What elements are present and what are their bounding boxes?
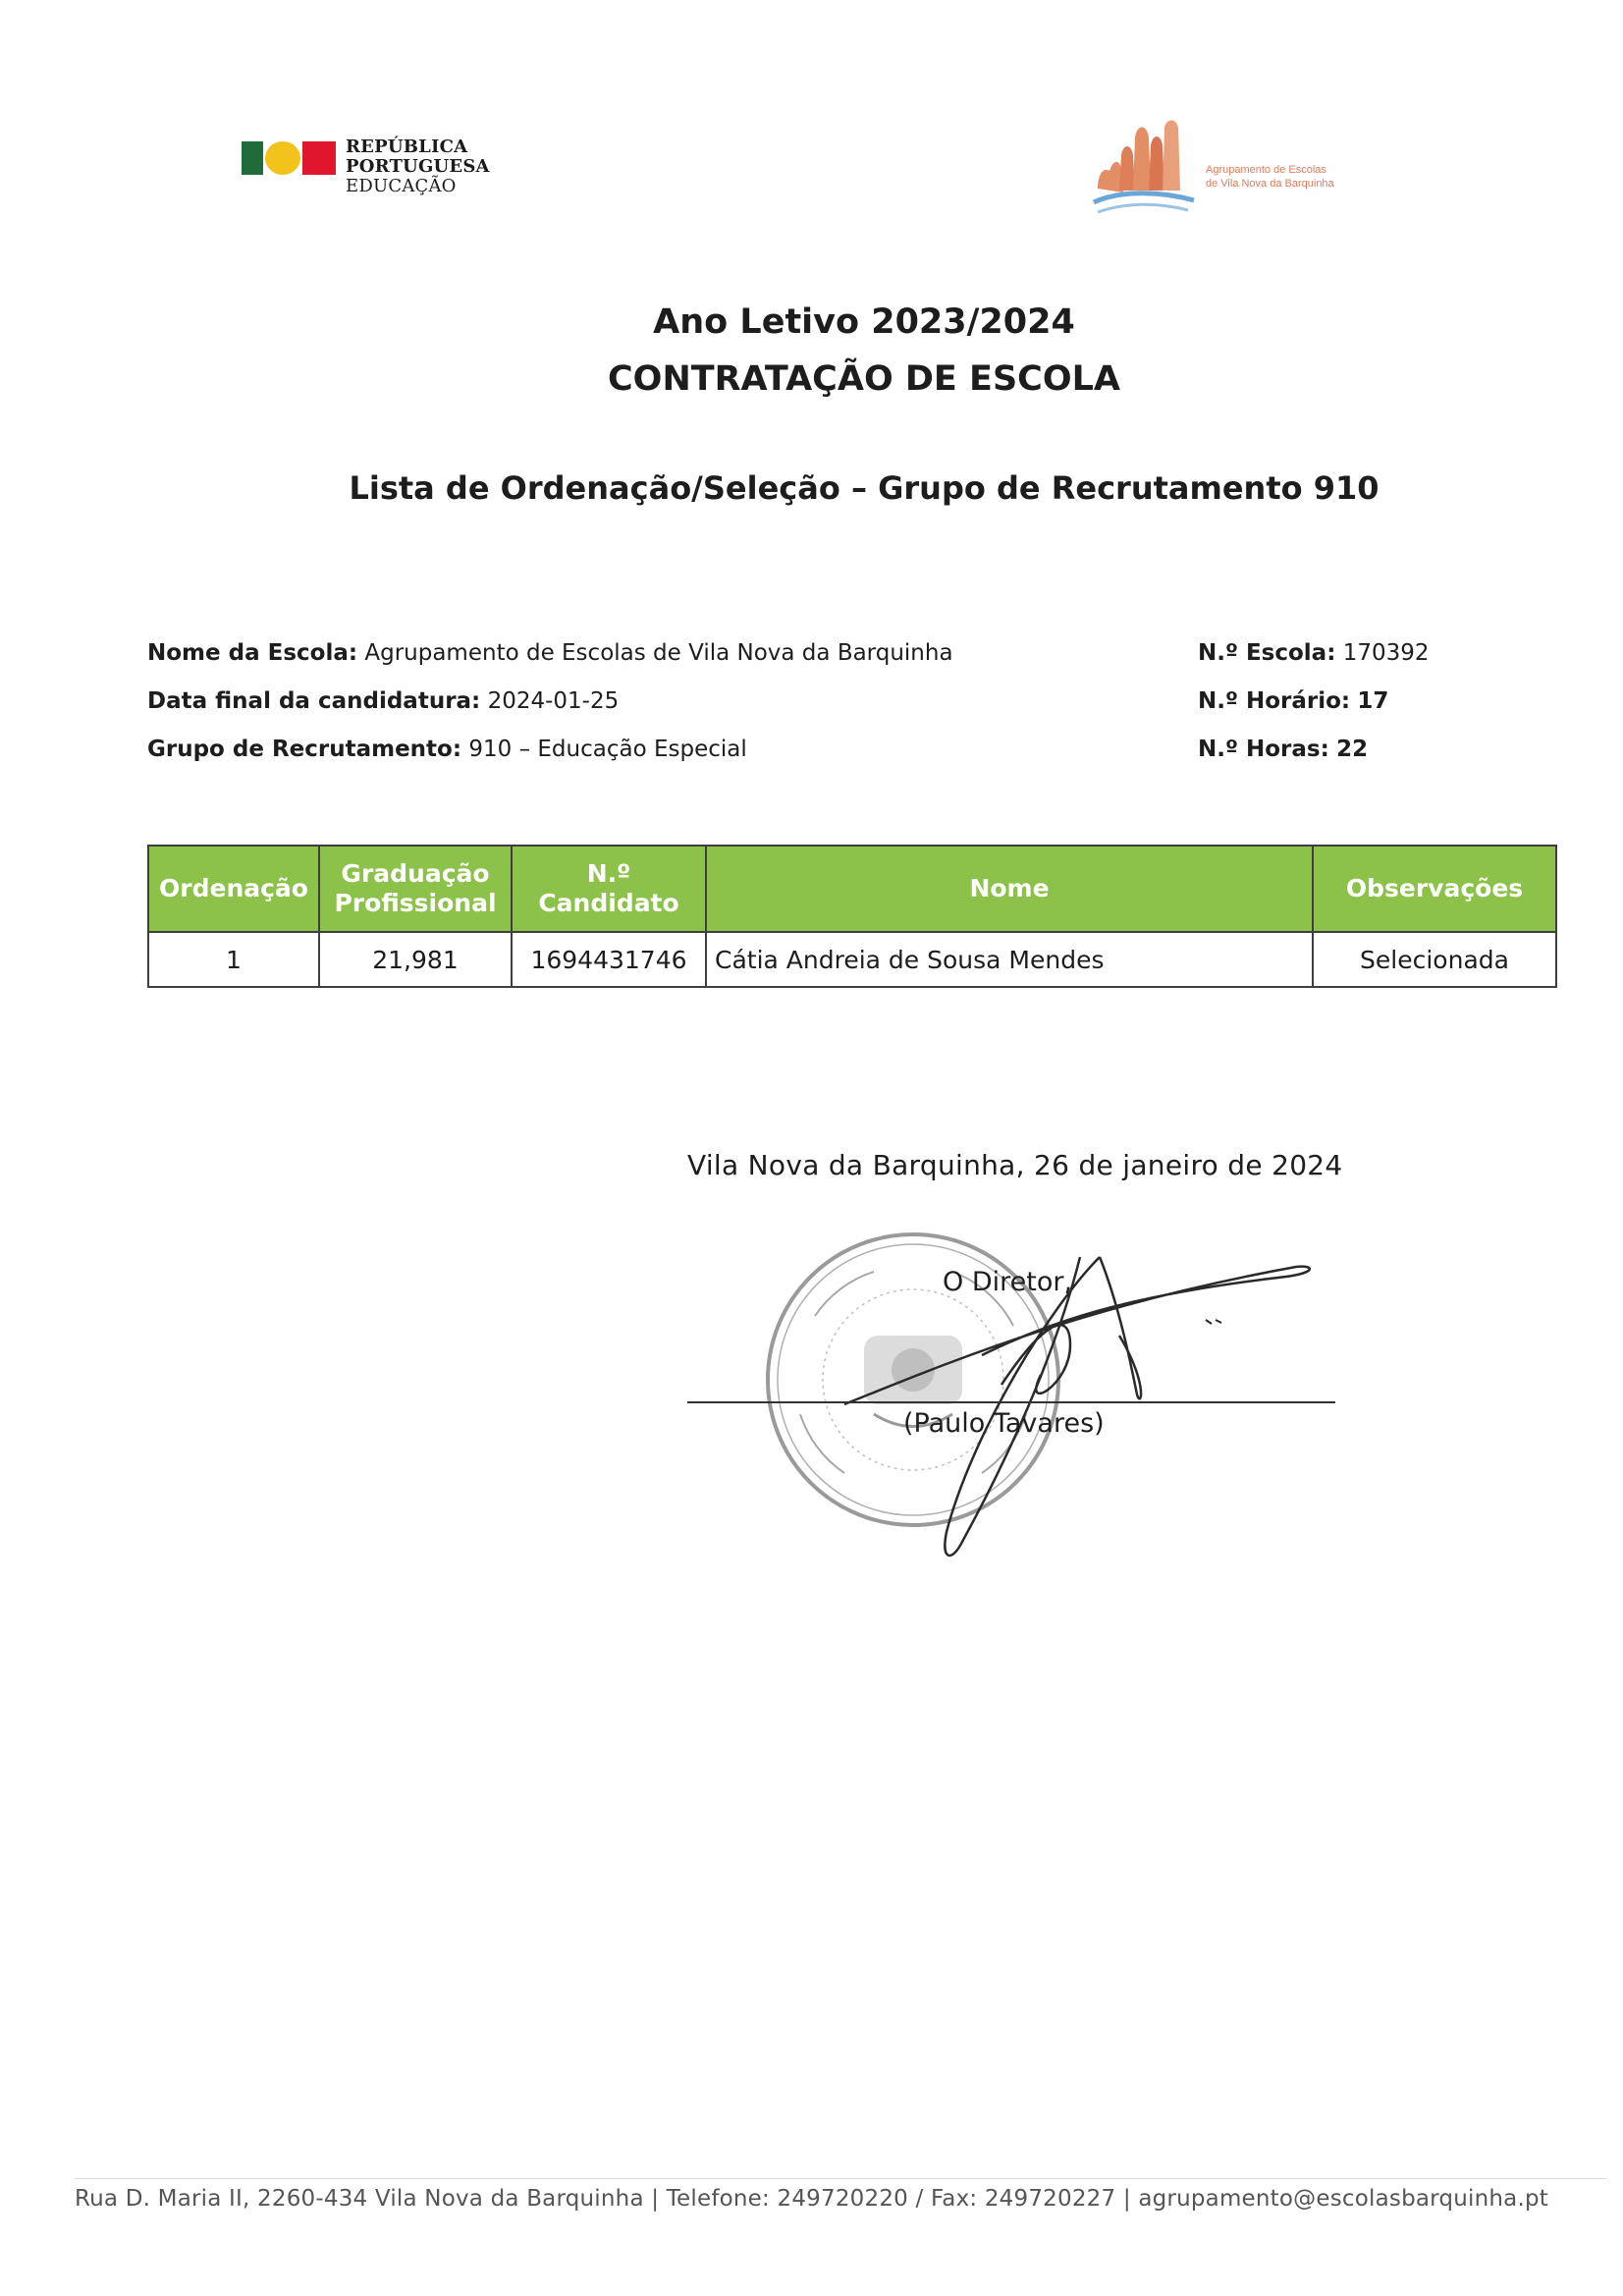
hours-label: N.º Horas: [1198,737,1329,762]
school-number-value: 170392 [1342,640,1430,666]
flag-red-block [302,141,336,175]
list-subtitle: Lista de Ordenação/Seleção – Grupo de Recrutamento 910 [349,469,1380,507]
handwritten-signature-icon [825,1218,1316,1591]
school-logo-graphic-icon [1090,120,1198,218]
recruitment-group-label: Grupo de Recrutamento: [147,737,462,762]
deadline-value: 2024-01-25 [487,688,620,714]
deadline-row [147,688,619,714]
school-logo-line1: Agrupamento de Escolas [1206,164,1326,176]
header-ordenacao: Ordenação [148,846,319,932]
school-number-label: N.º Escola: [1198,640,1336,666]
logo-line-educacao: EDUCAÇÃO [346,176,457,196]
place-date: Vila Nova da Barquinha, 26 de janeiro de 2024 [687,1149,1343,1181]
school-name-label: Nome da Escola: [147,640,358,666]
table-row [148,932,1556,987]
cell-graduacao: 21,981 [319,932,512,987]
table-header-row [148,846,1556,932]
footer-contacts: Rua D. Maria II, 2260-434 Vila Nova da Barquinha | Telefone: 249720220 / Fax: 249720227 | agrupamento@escolasbarquinha.pt [75,2186,1548,2212]
cell-candidato: 1694431746 [512,932,706,987]
school-logo-line2: de Vila Nova da Barquinha [1206,178,1334,190]
schedule-number-row [1198,688,1388,714]
cell-observacoes: Selecionada [1313,932,1556,987]
recruitment-group-row [147,737,747,762]
director-role: O Diretor, [943,1267,1073,1297]
hours-row [1198,737,1368,762]
cell-nome: Cátia Andreia de Sousa Mendes [706,932,1313,987]
logo-line-republica: REPÚBLICA [346,137,468,157]
signature-line [687,1401,1335,1403]
header-nome: Nome [706,846,1313,932]
school-logo [1090,120,1384,218]
header-observacoes: Observações [1313,846,1556,932]
footer-divider [75,2178,1606,2179]
academic-year-title: Ano Letivo 2023/2024 [653,302,1075,342]
schedule-number-value: 17 [1357,688,1389,714]
school-name-row [147,640,953,666]
director-name: (Paulo Tavares) [903,1408,1105,1439]
school-number-row [1198,640,1430,666]
recruitment-group-value: 910 – Educação Especial [468,737,747,762]
logo-line-portuguesa: PORTUGUESA [346,156,490,177]
results-table [147,845,1557,988]
contract-type-title: CONTRATAÇÃO DE ESCOLA [608,359,1120,399]
flag-green-block [242,141,263,175]
school-name-value: Agrupamento de Escolas de Vila Nova da Barquinha [364,640,953,666]
deadline-label: Data final da candidatura: [147,688,481,714]
hours-value: 22 [1336,737,1369,762]
republica-portuguesa-logo [242,137,497,206]
cell-ordenacao: 1 [148,932,319,987]
header-graduacao: Graduação Profissional [319,846,512,932]
flag-yellow-circle [265,141,300,175]
schedule-number-label: N.º Horário: [1198,688,1351,714]
school-logo-text [1206,163,1334,191]
republica-logo-text [346,137,490,196]
header-candidato: N.º Candidato [512,846,706,932]
